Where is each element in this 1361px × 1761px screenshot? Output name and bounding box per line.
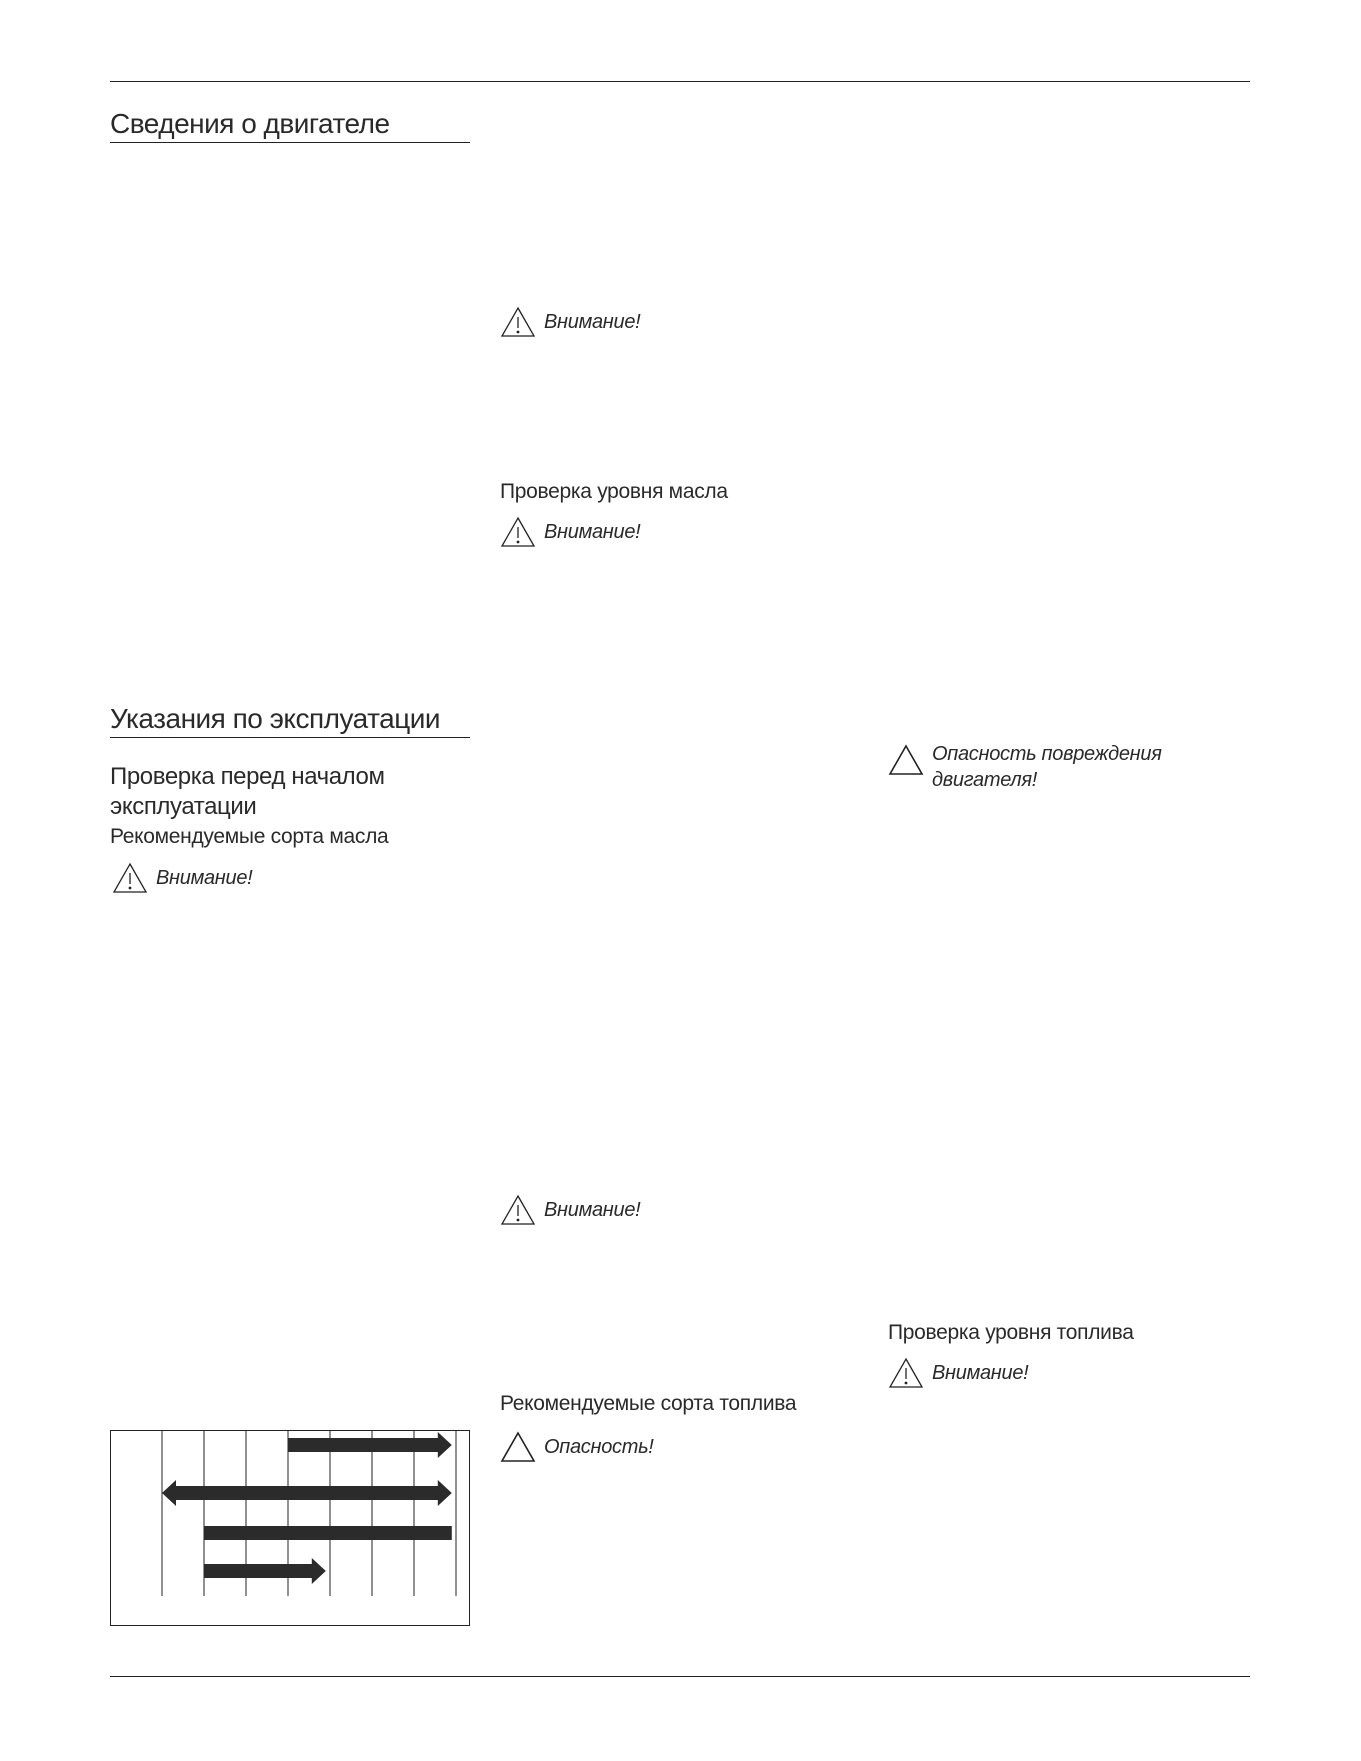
notice-attention-text: Внимание! (544, 310, 641, 333)
chart-range-bar (204, 1526, 452, 1540)
notice-attention-text: Внимание! (156, 866, 253, 889)
warning-triangle-icon (888, 744, 924, 776)
notice-danger (500, 1431, 654, 1463)
subheading-recommended-oil: Рекомендуемые сорта масла (110, 825, 389, 848)
warning-triangle-exclamation-icon (500, 516, 536, 548)
oil-temperature-range-chart (110, 1430, 470, 1626)
notice-attention (500, 516, 640, 548)
subheading-check-before-use: Проверка перед началом эксплуатации (110, 763, 385, 820)
notice-engine-damage (888, 741, 1192, 793)
header-rule (110, 81, 1250, 82)
notice-engine-damage-text: Опасность повреждения двигателя! (932, 743, 1162, 791)
chart-range-bar (162, 1480, 452, 1506)
chart-range-bar (204, 1558, 326, 1584)
warning-triangle-icon (500, 1431, 536, 1463)
warning-triangle-exclamation-icon (888, 1357, 924, 1389)
subheading-check-oil-level: Проверка уровня масла (500, 480, 728, 503)
footer-rule (110, 1676, 1250, 1677)
notice-attention-text: Внимание! (932, 1361, 1029, 1384)
warning-triangle-exclamation-icon (500, 306, 536, 338)
notice-danger-text: Опасность! (544, 1435, 654, 1458)
notice-attention-text: Внимание! (544, 1198, 641, 1221)
notice-attention-text: Внимание! (544, 520, 641, 543)
notice-attention (500, 306, 640, 338)
notice-attention (112, 862, 252, 894)
chart-range-bar (288, 1432, 452, 1458)
notice-attention (500, 1194, 640, 1226)
warning-triangle-exclamation-icon (500, 1194, 536, 1226)
subheading-recommended-fuel: Рекомендуемые сорта топлива (500, 1392, 797, 1415)
range-chart-svg (111, 1431, 468, 1624)
subheading-check-fuel-level: Проверка уровня топлива (888, 1321, 1134, 1344)
notice-attention (888, 1357, 1028, 1389)
section-title-operation: Указания по эксплуатации (110, 703, 470, 738)
section-title-engine-info: Сведения о двигателе (110, 108, 470, 143)
warning-triangle-exclamation-icon (112, 862, 148, 894)
